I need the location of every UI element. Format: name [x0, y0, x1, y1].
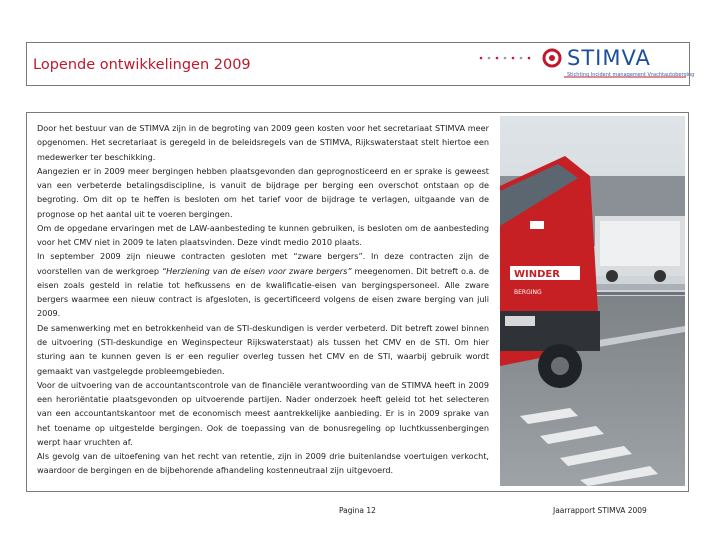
logo-subtitle: Stichting Incident management Vrachtautoberging	[567, 72, 695, 78]
paragraph-tariff: Aangezien er in 2009 meer bergingen hebben plaatsgevonden dan geprognosticeerd en er sprake is geweest van een verbeterde betalingsdiscipline, is vanuit de bijdrage per berging een overschot ontstaan op de begroting. Om dit op te heffen is besloten om het tarief voor de bijdrage te verlagen, uitgaande van de prognose op het aantal uit te voeren bergingen.	[37, 165, 489, 219]
workgroup-title: “Herziening van de eisen voor zware bergers”	[161, 265, 352, 276]
decorative-dots	[478, 55, 538, 61]
paragraph-secretariat: Door het bestuur van de STIMVA zijn in de begroting van 2009 geen kosten voor het secretariaat STIMVA meer opgenomen. Het secretariaat is geregeld in de beleidsregels van de STIMVA, Rijkswaterstaat stelt hiertoe een medewerker ter beschikking.	[37, 123, 489, 162]
contracts-text-start: In september 2009 zijn nieuwe contracten gesloten met “zware bergers”. In deze contracten zijn de voorstellen van de werkgroep	[37, 251, 489, 276]
logo-name: STIMVA	[567, 46, 651, 70]
page-number: Pagina 12	[339, 506, 376, 515]
page-title: Lopende ontwikkelingen 2009	[33, 57, 251, 73]
paragraph-tender: Om de opgedane ervaringen met de LAW-aanbesteding te kunnen gebruiken, is besloten om de aanbesteding voor het CMV niet in 2009 te laten plaatsvinden. Deze vindt medio 2010 plaats.	[37, 222, 489, 248]
paragraph-accountant: Voor de uitvoering van de accountantscontrole van de financiële verantwoording van de STIMVA heeft in 2009 een heroriëntatie plaatsgevonden op uitvoerende partijen. Nader onderzoek heeft geleid tot het selecteren van een accountantskantoor met de economisch meest aantrekkelijke aanbieding. Er is in 2009 sprake van het toename op uitgestelde bergingen. Ook de toepassing van de bonusregeling op luchtkussenbergingen werpt haar vruchten af.	[37, 379, 489, 447]
paragraph-contracts	[37, 249, 489, 320]
truck-lettering-2: BERGING	[514, 289, 542, 296]
contracts-text-end: meegenomen. Dit betreft o.a. de eisen zoals gesteld in relatie tot hefkussens en de kwalificatie-eisen van bergingspersoneel. Alle zware bergers waarmee een nieuw contract is afgesloten, is gecertificeerd volgens de eisen zware berging van juli 2009.	[37, 265, 490, 319]
tow-truck-photo	[500, 116, 685, 486]
paragraph-cooperation: De samenwerking met en betrokkenheid van de STI-deskundigen is verder verbeterd. Dit betreft zowel binnen de uitvoering (STI-deskundige en Weginspecteur Rijkswaterstaat) als tussen het CMV en de STI. Om hier sturing aan te kunnen geven is er een regulier overleg tussen het CMV en de STI, waarbij gebruik wordt gemaakt van vastgelegde probleemgebieden.	[37, 322, 489, 376]
body-text	[37, 121, 489, 478]
report-name: Jaarrapport STIMVA 2009	[553, 506, 647, 515]
truck-lettering: WINDER	[514, 269, 560, 280]
paragraph-retention: Als gevolg van de uitoefening van het recht van retentie, zijn in 2009 drie buitenlandse voertuigen verkocht, waardoor de bergingen en de bijbehorende afhandeling kostenneutraal zijn uitgevoerd.	[37, 451, 489, 476]
